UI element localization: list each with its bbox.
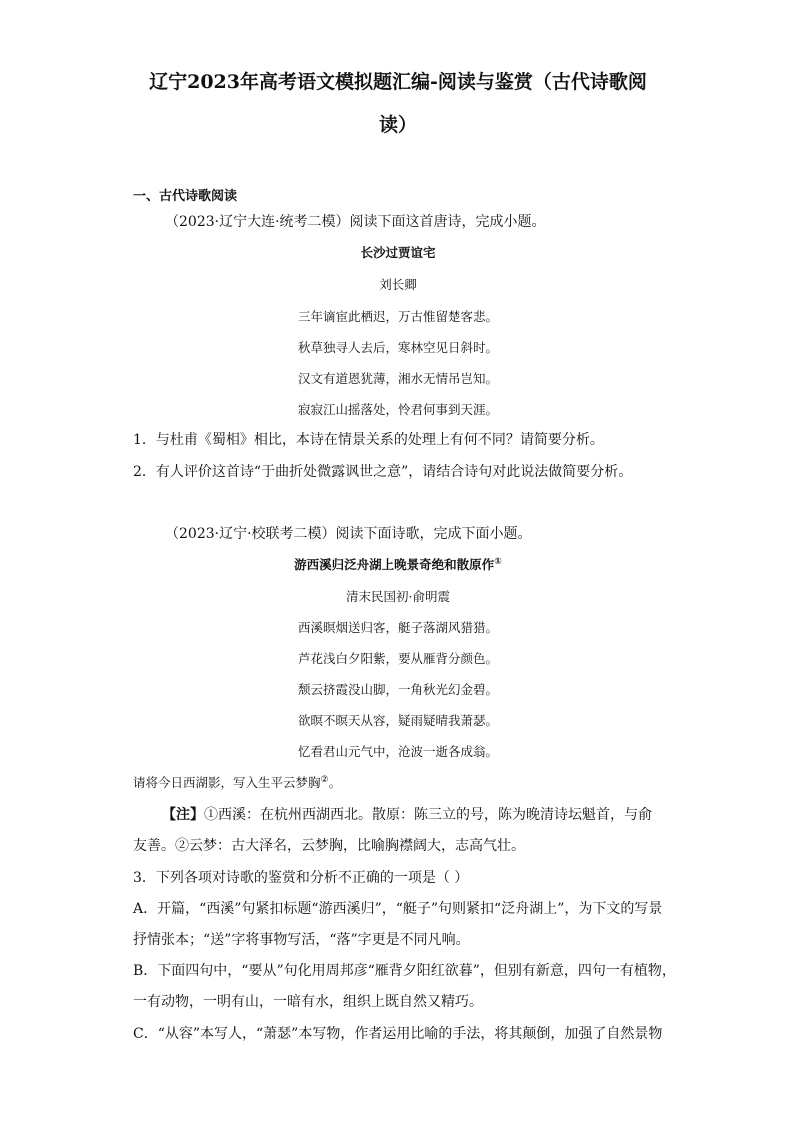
poem2-line: 西溪暝烟送归客，艇子落湖风猎猎。 <box>297 620 498 635</box>
question-2: 2．有人评价这首诗“于曲折处微露讽世之意”，请结合诗句对此说法做简要分析。 <box>133 464 633 480</box>
document-title-cont: 读） <box>378 114 417 136</box>
note-line: 【注】①西溪：在杭州西湖西北。散原：陈三立的号，陈为晚清诗坛魁首，与俞 <box>162 807 652 823</box>
note-label: 【注】 <box>162 807 204 823</box>
document-title: 辽宁2023年高考语文模拟题汇编-阅读与鉴赏（古代诗歌阅 <box>149 71 647 93</box>
poem2-author: 清末民国初·俞明震 <box>346 589 450 604</box>
option-b-cont: 一有动物，一明有山，一暗有水，组织上既自然又精巧。 <box>133 994 483 1010</box>
poem1-line: 秋草独寻人去后，寒林空见日斜时。 <box>297 340 498 355</box>
option-c: C．“从容”本写人，“萧瑟”本写物，作者运用比喻的手法，将其颠倒，加强了自然景物 <box>133 1026 663 1042</box>
poem2-title: 游西溪归泛舟湖上晚景奇绝和散原作① <box>294 556 502 572</box>
question-1: 1．与杜甫《蜀相》相比，本诗在情景关系的处理上有何不同？请简要分析。 <box>133 432 604 448</box>
poem2-line: 颓云挤霞没山脚，一角秋光幻金碧。 <box>297 682 498 697</box>
poem1-line: 三年谪宦此栖迟，万古惟留楚客悲。 <box>297 309 498 324</box>
poem2-line: 忆看君山元气中，沧波一逝各成翁。 <box>297 744 498 759</box>
option-b: B．下面四句中，“要从”句化用周邦彦“雁背夕阳红欲暮”，但别有新意，四句一有植物， <box>133 963 676 979</box>
poem2-last-line: 请将今日西湖影，写入生平云梦胸②。 <box>133 774 342 790</box>
poem2-line: 欲暝不暝天从容，疑雨疑晴我萧瑟。 <box>297 713 498 728</box>
passage1-intro: （2023·辽宁大连·统考二模）阅读下面这首唐诗，完成小题。 <box>165 214 546 230</box>
note-line: 友善。②云梦：古大泽名，云梦胸，比喻胸襟阔大，志高气壮。 <box>133 838 525 854</box>
option-a-cont: 抒情张本；“送”字将事物写活，“落”字更是不同凡响。 <box>133 932 470 948</box>
footnote-marker: ① <box>494 556 502 567</box>
section-heading: 一、古代诗歌阅读 <box>133 189 238 204</box>
option-a: A．开篇，“西溪”句紧扣标题“游西溪归”，“艇子”句则紧扣“泛舟湖上”，为下文的写景 <box>133 901 663 917</box>
poem2-line: 芦花浅白夕阳紫，要从雁背分颜色。 <box>297 651 498 666</box>
poem1-line: 汉文有道恩犹薄，湘水无情吊岂知。 <box>297 371 498 386</box>
poem1-line: 寂寂江山摇落处，怜君何事到天涯。 <box>297 402 498 417</box>
passage2-intro: （2023·辽宁·校联考二模）阅读下面诗歌，完成下面小题。 <box>165 526 532 542</box>
question-3: 3．下列各项对诗歌的鉴赏和分析不正确的一项是（ ） <box>133 870 469 886</box>
poem1-author: 刘长卿 <box>379 277 417 292</box>
footnote-marker: ② <box>320 774 329 785</box>
poem1-title: 长沙过贾谊宅 <box>360 245 436 260</box>
